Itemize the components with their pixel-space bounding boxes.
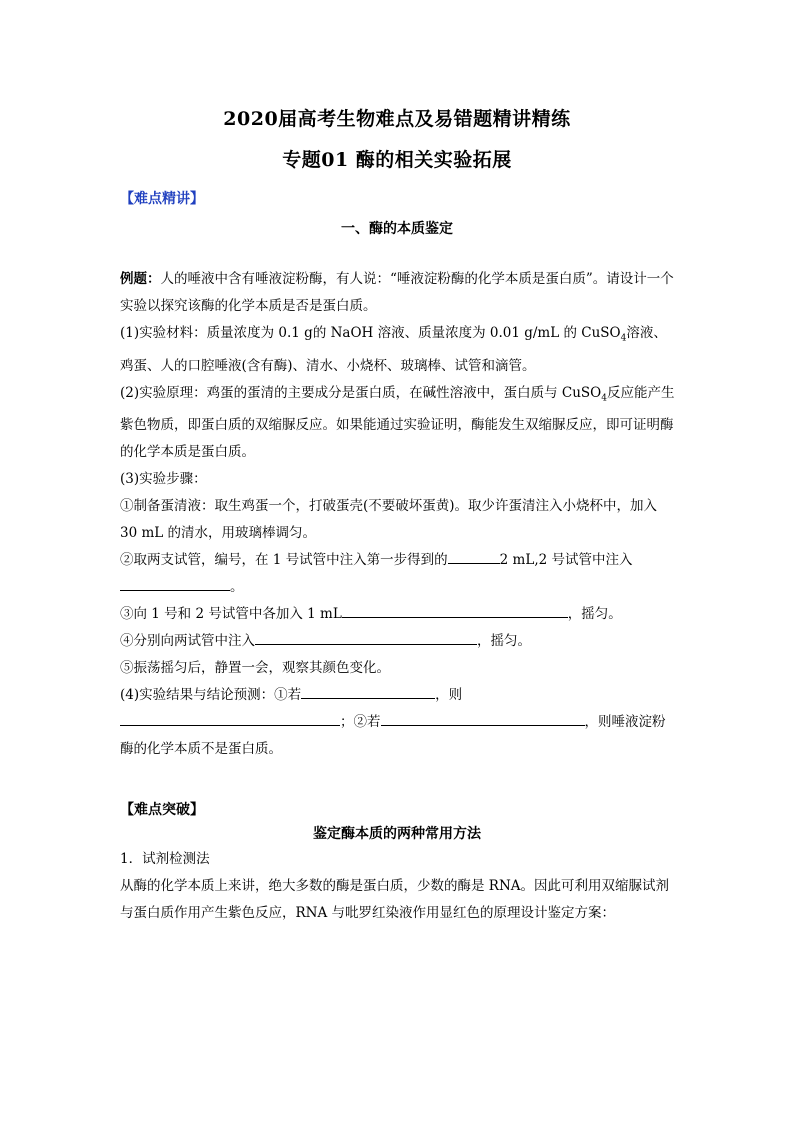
step-2: ②取两支试管，编号，在 1 号试管中注入第一步得到的 2 mL,2 号试管中注入 。 [120, 547, 676, 601]
step-4: ④分别向两试管中注入 ，摇匀。 [120, 628, 676, 655]
answer-blank-5[interactable] [301, 682, 435, 699]
principle-paragraph: (2)实验原理：鸡蛋的蛋清的主要成分是蛋白质，在碱性溶液中，蛋白质与 CuSO$_4$反应能产生紫色物质，即蛋白质的双缩脲反应。如果能通过实验证明，酶能发生双缩脲反应，即可证明酶的化学本质是蛋白质。 [120, 384, 675, 461]
breakthrough-heading: 鉴定酶本质的两种常用方法 [313, 826, 481, 842]
steps-heading: (3)实验步骤： [120, 471, 207, 488]
step-5: ⑤振荡摇匀后，静置一会，观察其颜色变化。 [120, 660, 390, 677]
section-tag-breakthrough: 【难点突破】 [120, 802, 204, 818]
method-1-text: 从酶的化学本质上来讲，绝大多数的酶是蛋白质，少数的酶是 RNA。因此可利用双缩脲试剂与蛋白质作用产生紫色反应，RNA 与吡罗红染液作用显红色的原理设计鉴定方案： [120, 878, 670, 921]
answer-blank-1[interactable] [448, 547, 500, 564]
answer-blank-2[interactable] [120, 574, 230, 591]
answer-blank-4[interactable] [255, 628, 477, 645]
example-question: 例题：人的唾液中含有唾液淀粉酶，有人说：“唾液淀粉酶的化学本质是蛋白质”。请设计一个实验以探究该酶的化学本质是否是蛋白质。 [120, 271, 674, 314]
section-heading-enzyme-nature: 一、酶的本质鉴定 [341, 221, 453, 237]
document-subtitle: 专题01 酶的相关实验拓展 [282, 149, 512, 171]
example-block [120, 266, 676, 763]
example-label: 例题 [120, 271, 147, 287]
method-1-title: 1．试剂检测法 [120, 851, 210, 867]
result-prediction: (4)实验结果与结论预测：①若 ，则 ；②若 ，则唾液淀粉酶的化学本质不是蛋白质。 [120, 682, 676, 763]
step-1: ①制备蛋清液：取生鸡蛋一个，打破蛋壳(不要破坏蛋黄)。取少许蛋清注入小烧杯中，加入 30 mL 的清水，用玻璃棒调匀。 [120, 498, 658, 542]
document-title: 2020届高考生物难点及易错题精讲精练 [223, 108, 571, 130]
breakthrough-block [120, 846, 676, 927]
step-3: ③向 1 号和 2 号试管中各加入 1 mL ，摇匀。 [120, 601, 676, 628]
materials-paragraph: (1)实验材料：质量浓度为 0.1 g的 NaOH 溶液、质量浓度为 0.01 g/mL 的 CuSO$_4$溶液、鸡蛋、人的口腔唾液(含有酶)、清水、小烧杯、玻璃棒、试管和滴管。 [120, 325, 667, 374]
answer-blank-6[interactable] [120, 709, 340, 726]
answer-blank-3[interactable] [342, 601, 568, 618]
section-tag-lecture: 【难点精讲】 [120, 191, 204, 207]
answer-blank-7[interactable] [381, 709, 585, 726]
